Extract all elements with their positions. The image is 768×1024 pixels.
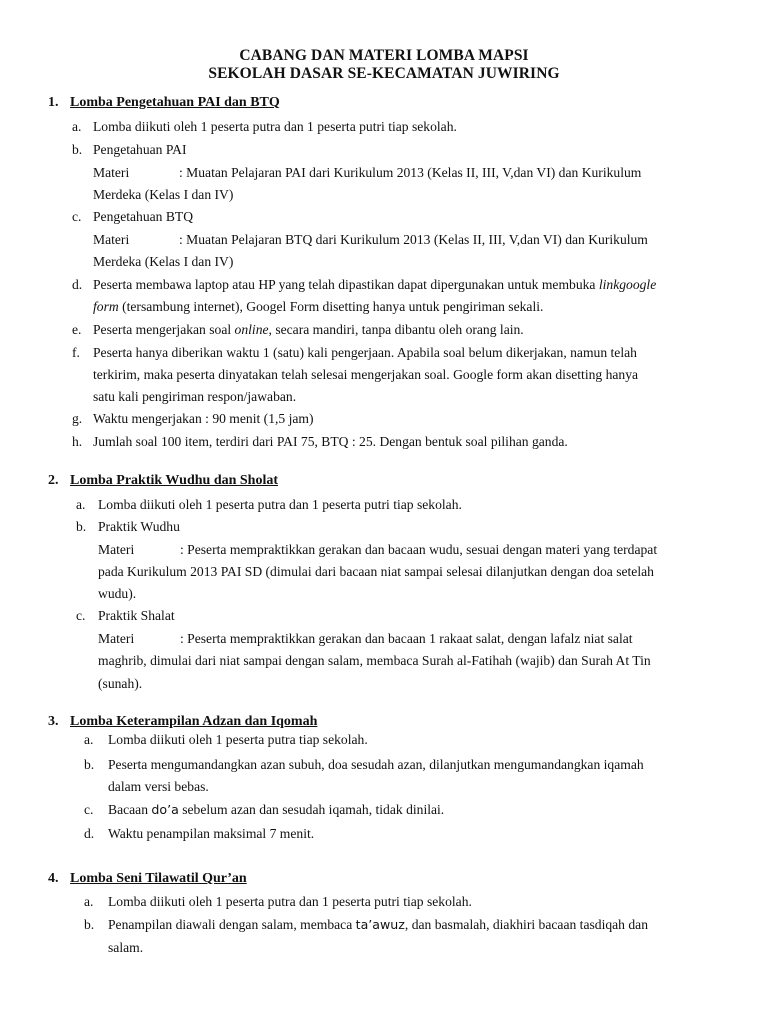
item-text: Lomba diikuti oleh 1 peserta putra dan 1 peserta putri tiap sekolah. <box>93 119 457 134</box>
item-title: Pengetahuan BTQ <box>93 209 194 224</box>
section-2-heading: 2. Lomba Praktik Wudhu dan Sholat <box>48 473 279 488</box>
item-text: Jumlah soal 100 item, terdiri dari PAI 75, BTQ : 25. Dengan bentuk soal pilihan ganda. <box>93 434 568 449</box>
section-1-heading: 1. Lomba Pengetahuan PAI dan BTQ <box>48 95 280 110</box>
item-marker: g. <box>72 411 83 426</box>
item-text: Waktu mengerjakan : 90 menit (1,5 jam) <box>93 411 314 426</box>
item-title: Praktik Wudhu <box>98 519 180 534</box>
materi-line: maghrib, dimulai dari niat sampai dengan salam, membaca Surah al-Fatihah (wajib) dan Surah At Tin <box>98 653 651 668</box>
item-text: terkirim, maka peserta dinyatakan telah selesai mengerjakan soal. Google form akan disetting hanya <box>93 367 639 382</box>
materi-line: Materi : Muatan Pelajaran PAI dari Kurikulum 2013 (Kelas II, III, V,dan VI) dan Kurikulum <box>93 165 642 180</box>
section-4-heading: 4. Lomba Seni Tilawatil Qur’an <box>48 871 247 886</box>
item-text: dalam versi bebas. <box>108 779 209 794</box>
materi-line: Merdeka (Kelas I dan IV) <box>93 254 234 269</box>
item-text: Penampilan diawali dengan salam, membaca ta’awuz, dan basmalah, diakhiri bacaan tasdiqah dan <box>108 917 648 932</box>
section-3-heading: 3. Lomba Keterampilan Adzan dan Iqomah <box>48 714 318 729</box>
item-text: Peserta hanya diberikan waktu 1 (satu) kali pengerjaan. Apabila soal belum dikerjakan, namun telah <box>93 345 637 360</box>
doc-title-line1: CABANG DAN MATERI LOMBA MAPSI <box>239 47 529 64</box>
materi-line: pada Kurikulum 2013 PAI SD (dimulai dari bacaan niat sampai selesai dilanjutkan dengan doa setelah <box>98 564 654 579</box>
item-marker: a. <box>76 497 86 512</box>
item-title: Pengetahuan PAI <box>93 142 187 157</box>
doc-title-line2: SEKOLAH DASAR SE-KECAMATAN JUWIRING <box>208 65 560 82</box>
item-text: Lomba diikuti oleh 1 peserta putra dan 1 peserta putri tiap sekolah. <box>108 894 472 909</box>
item-marker: a. <box>84 732 94 747</box>
item-marker: d. <box>84 826 95 841</box>
item-title: Praktik Shalat <box>98 608 175 623</box>
item-marker: a. <box>72 119 82 134</box>
item-marker: b. <box>84 917 95 932</box>
item-text: form (tersambung internet), Googel Form disetting hanya untuk pengiriman sekali. <box>93 299 544 314</box>
materi-line: wudu). <box>98 586 137 601</box>
materi-line: Materi : Peserta mempraktikkan gerakan dan bacaan wudu, sesuai dengan materi yang terdapat <box>98 542 658 557</box>
item-marker: c. <box>84 802 94 817</box>
item-marker: d. <box>72 277 83 292</box>
item-marker: e. <box>72 322 82 337</box>
item-text: Peserta membawa laptop atau HP yang telah dipastikan dapat dipergunakan untuk membuka linkgoogle <box>93 277 657 292</box>
item-marker: h. <box>72 434 83 449</box>
item-marker: b. <box>84 757 95 772</box>
item-text: salam. <box>108 940 144 955</box>
item-text: Lomba diikuti oleh 1 peserta putra tiap sekolah. <box>108 732 368 747</box>
item-text: Lomba diikuti oleh 1 peserta putra dan 1 peserta putri tiap sekolah. <box>98 497 462 512</box>
item-text: Peserta mengerjakan soal online, secara mandiri, tanpa dibantu oleh orang lain. <box>93 322 524 337</box>
materi-line: Merdeka (Kelas I dan IV) <box>93 187 234 202</box>
item-text: Waktu penampilan maksimal 7 menit. <box>108 826 315 841</box>
materi-line: Materi : Peserta mempraktikkan gerakan dan bacaan 1 rakaat salat, dengan lafalz niat salat <box>98 631 633 646</box>
item-text: satu kali pengiriman respon/jawaban. <box>93 389 297 404</box>
materi-line: (sunah). <box>98 676 143 691</box>
item-marker: f. <box>72 345 80 360</box>
item-text: Bacaan do’a sebelum azan dan sesudah iqamah, tidak dinilai. <box>108 802 445 817</box>
item-text: Peserta mengumandangkan azan subuh, doa sesudah azan, dilanjutkan mengumandangkan iqamah <box>108 757 644 772</box>
item-marker: c. <box>72 209 82 224</box>
item-marker: b. <box>72 142 83 157</box>
item-marker: a. <box>84 894 94 909</box>
item-marker: b. <box>76 519 87 534</box>
item-marker: c. <box>76 608 86 623</box>
materi-line: Materi : Muatan Pelajaran BTQ dari Kurikulum 2013 (Kelas II, III, V,dan VI) dan Kurikulum <box>93 232 648 247</box>
